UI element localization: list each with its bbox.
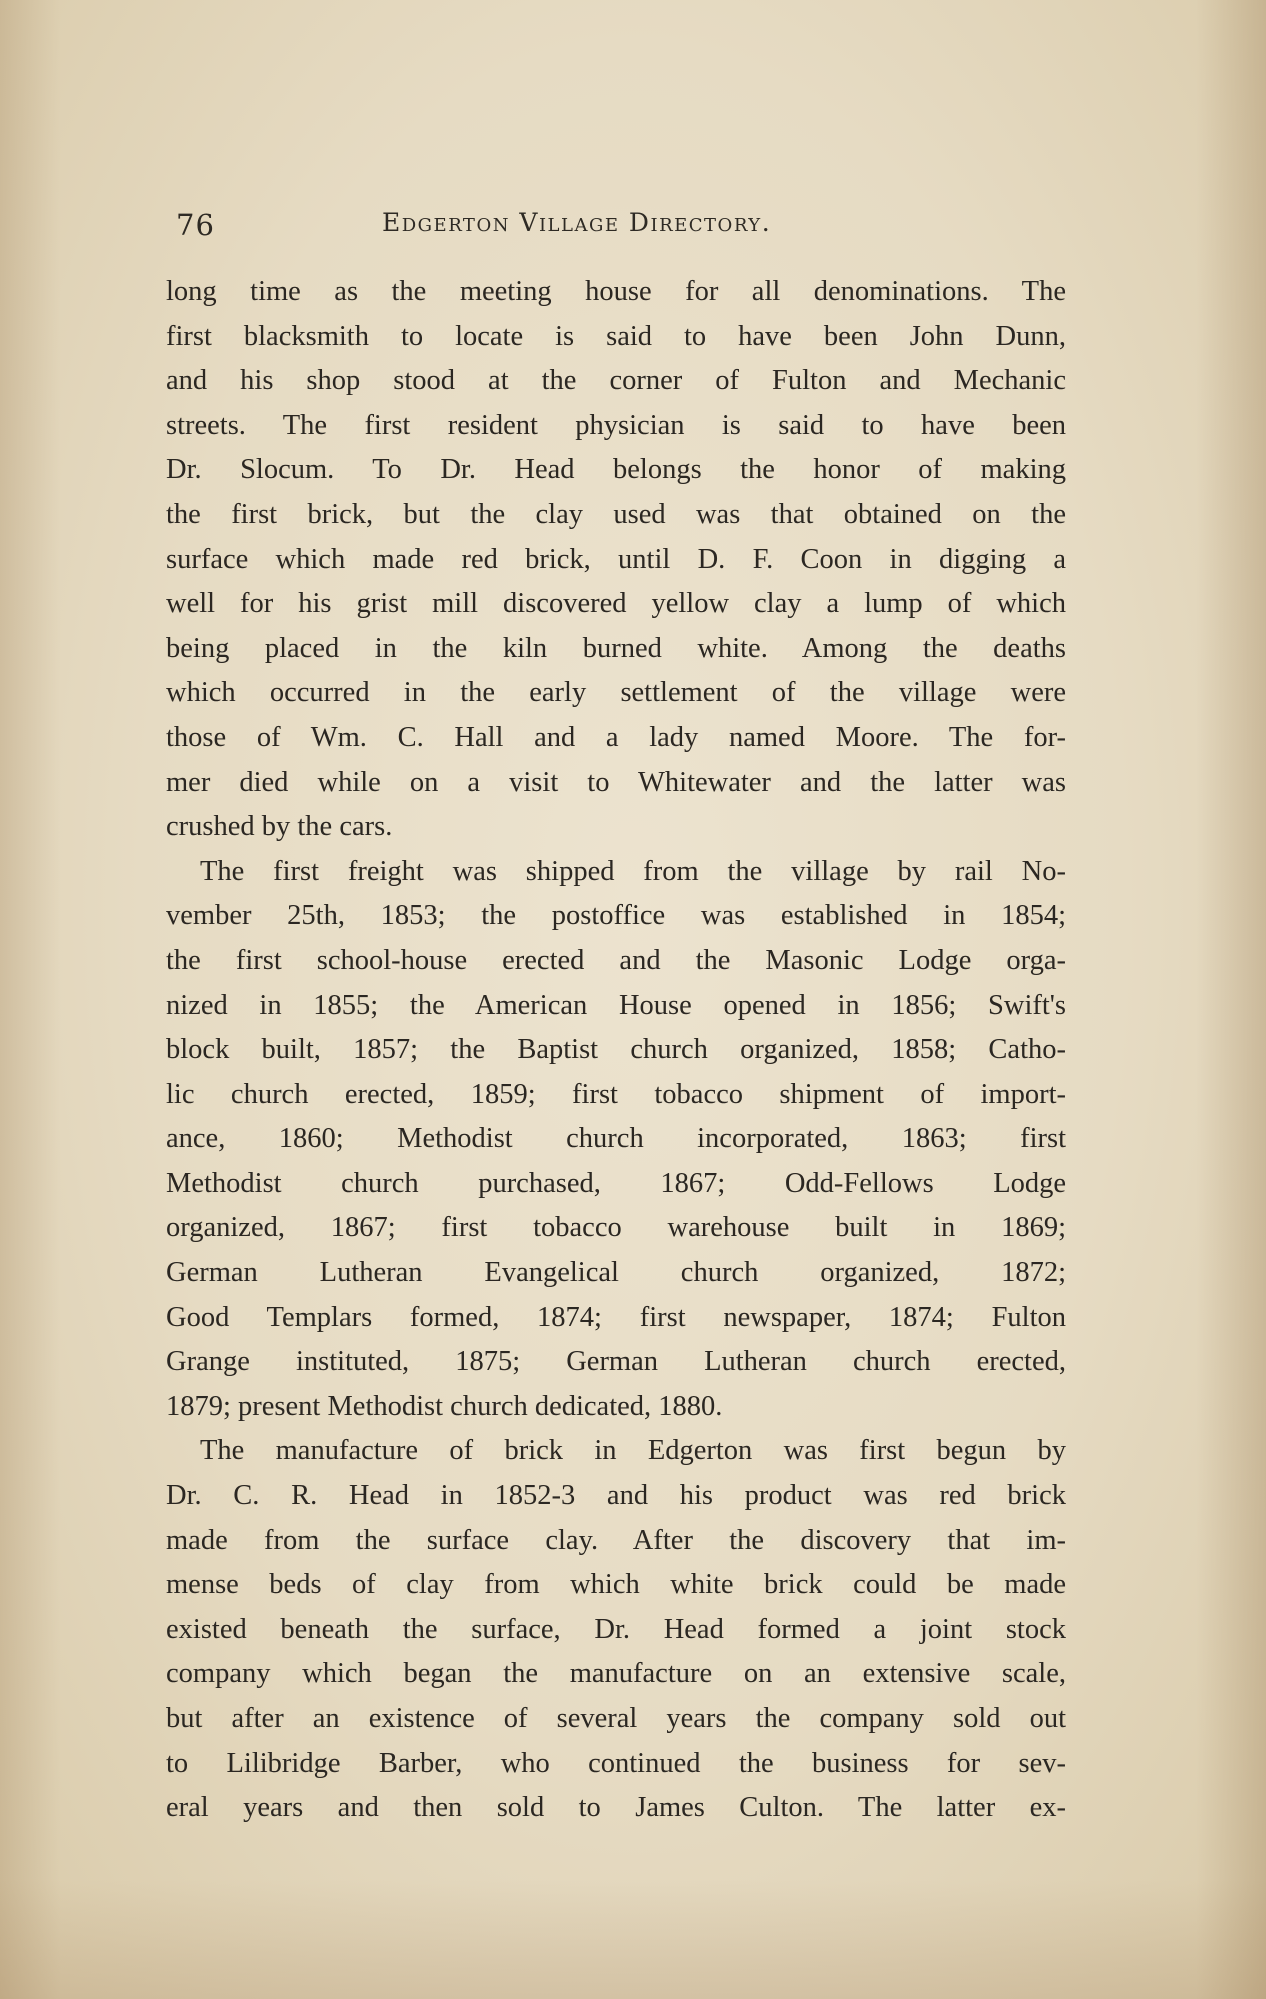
text-line: mense beds of clay from which white brick could be made [166, 1569, 1066, 1601]
text-line: those of Wm. C. Hall and a lady named Moore. The for- [166, 721, 1066, 753]
text-line: lic church erected, 1859; first tobacco shipment of import- [166, 1078, 1066, 1110]
text-line: Grange instituted, 1875; German Lutheran church erected, [166, 1346, 1066, 1378]
text-line: mer died while on a visit to Whitewater and the latter was [166, 766, 1066, 798]
text-line: ance, 1860; Methodist church incorporated, 1863; first [166, 1123, 1066, 1155]
text-line: nized in 1855; the American House opened in 1856; Swift's [166, 989, 1066, 1021]
text-line: the first school-house erected and the Masonic Lodge orga- [166, 944, 1066, 976]
text-line: block built, 1857; the Baptist church organized, 1858; Catho- [166, 1034, 1066, 1066]
text-line: 1879; present Methodist church dedicated, 1880. [166, 1390, 723, 1422]
running-title: Edgerton Village Directory. [382, 208, 772, 237]
text-line: crushed by the cars. [166, 811, 393, 843]
text-line: German Lutheran Evangelical church organized, 1872; [166, 1257, 1066, 1289]
text-line: The first freight was shipped from the village by rail No- [200, 855, 1066, 887]
body-text [166, 270, 1066, 1831]
text-line: organized, 1867; first tobacco warehouse built in 1869; [166, 1212, 1066, 1244]
text-line: Dr. C. R. Head in 1852-3 and his product was red brick [166, 1480, 1066, 1512]
paragraph [166, 270, 1066, 850]
text-line: Good Templars formed, 1874; first newspaper, 1874; Fulton [166, 1301, 1066, 1333]
text-line: being placed in the kiln burned white. Among the deaths [166, 632, 1066, 664]
paragraph [166, 850, 1066, 1430]
text-line: eral years and then sold to James Culton. The latter ex- [166, 1792, 1066, 1824]
text-line: company which began the manufacture on an extensive scale, [166, 1658, 1066, 1690]
text-line: Methodist church purchased, 1867; Odd-Fellows Lodge [166, 1167, 1066, 1199]
text-line: streets. The first resident physician is said to have been [166, 409, 1066, 441]
text-line: existed beneath the surface, Dr. Head formed a joint stock [166, 1613, 1066, 1645]
text-line: vember 25th, 1853; the postoffice was established in 1854; [166, 900, 1066, 932]
text-line: which occurred in the early settlement of the village were [166, 677, 1066, 709]
text-line: and his shop stood at the corner of Fulton and Mechanic [166, 365, 1066, 397]
text-line: The manufacture of brick in Edgerton was first begun by [200, 1435, 1066, 1467]
text-line: made from the surface clay. After the discovery that im- [166, 1524, 1066, 1556]
text-line: long time as the meeting house for all denominations. The [166, 276, 1066, 307]
page-edge-shadow-left [0, 0, 60, 1999]
page-number: 76 [176, 208, 215, 242]
text-line: well for his grist mill discovered yellow clay a lump of which [166, 588, 1066, 620]
page-edge-shadow-right [1196, 0, 1266, 1999]
paragraph [166, 1429, 1066, 1830]
page-header [176, 208, 1076, 252]
text-line: but after an existence of several years the company sold out [166, 1703, 1066, 1734]
text-line: first blacksmith to locate is said to have been John Dunn, [166, 320, 1066, 352]
text-line: surface which made red brick, until D. F. Coon in digging a [166, 543, 1066, 575]
text-line: to Lilibridge Barber, who continued the business for sev- [166, 1747, 1066, 1779]
text-line: Dr. Slocum. To Dr. Head belongs the honor of making [166, 454, 1066, 486]
text-line: the first brick, but the clay used was that obtained on the [166, 498, 1066, 530]
page-edge-shadow-bottom [0, 1879, 1266, 1999]
